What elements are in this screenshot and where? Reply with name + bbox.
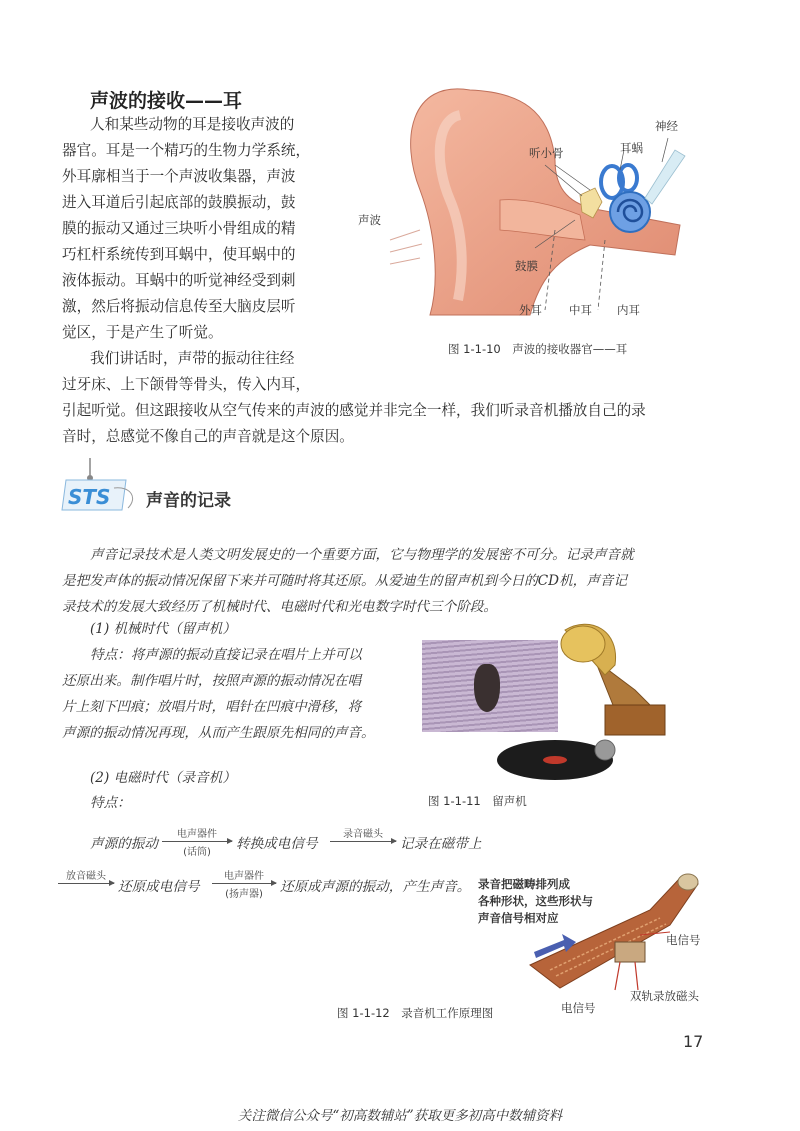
arrow-shaft <box>162 841 232 842</box>
flow1-arrow-1 <box>162 825 232 858</box>
mechanical-heading: (1) 机械时代（留声机） <box>90 621 236 637</box>
figure-caption-recorder: 图 1-1-12 录音机工作原理图 <box>337 1006 494 1020</box>
label-eardrum: 鼓膜 <box>515 259 538 273</box>
label-ossicles: 听小骨 <box>529 146 564 160</box>
flow2-arrow-1 <box>58 867 114 885</box>
speaking-paragraph <box>62 346 646 450</box>
label-signal-right: 电信号 <box>666 933 701 947</box>
flow2-arrow-2 <box>212 867 276 900</box>
flow1-start: 声源的振动 <box>90 836 158 852</box>
arrow-shaft <box>212 883 276 884</box>
flow2-end: 还原成声源的振动，产生声音。 <box>280 879 471 895</box>
ear-illustration <box>350 80 700 325</box>
arrow-shaft <box>330 841 396 842</box>
arrow-label: (话筒) <box>183 847 211 858</box>
arrow-label: 录音磁头 <box>343 829 383 840</box>
text-line: 过牙床、上下颌骨等骨头，传入内耳， <box>62 376 311 393</box>
label-cochlea: 耳蜗 <box>620 141 643 155</box>
figure-caption-ear: 图 1-1-10 声波的接收器官——耳 <box>448 342 628 356</box>
phonograph-illustration <box>495 620 675 790</box>
label-sound-wave: 声波 <box>358 213 381 227</box>
page-number: 17 <box>683 1032 704 1051</box>
section-title: 声波的接收——耳 <box>90 90 243 112</box>
text-line: 觉区，于是产生了听觉。 <box>62 324 223 341</box>
text-line: 特点：将声源的振动直接记录在唱片上并可以 <box>90 647 362 663</box>
text-line: 声源的振动情况再现，从而产生跟原先相同的声音。 <box>62 725 375 741</box>
text-line: 膜的振动又通过三块听小骨组成的精 <box>62 220 296 237</box>
label-nerve: 神经 <box>655 119 678 133</box>
flow2-mid: 还原成电信号 <box>118 879 200 895</box>
recorder-top-label <box>478 876 593 927</box>
text-line: 片上刻下凹痕；放唱片时，唱针在凹痕中滑移，将 <box>62 699 362 715</box>
sts-badge <box>56 458 140 518</box>
text-line: 进入耳道后引起底部的鼓膜振动，鼓 <box>62 194 296 211</box>
sts-badge-text: STS <box>68 485 111 509</box>
mechanical-text <box>62 642 375 746</box>
figure-caption-phonograph: 图 1-1-11 留声机 <box>428 794 527 808</box>
label-inner-ear: 内耳 <box>617 303 640 317</box>
text-line: 还原出来。制作唱片时，按照声源的振动情况在唱 <box>62 673 362 689</box>
label-middle-ear: 中耳 <box>569 303 592 317</box>
text-line: 我们讲话时，声带的振动往往经 <box>90 350 295 367</box>
text-line: 声音记录技术是人类文明发展史的一个重要方面，它与物理学的发展密不可分。记录声音就 <box>90 547 634 563</box>
text-line: 录技术的发展大致经历了机械时代、电磁时代和光电数字时代三个阶段。 <box>62 599 497 615</box>
text-line: 是把发声体的振动情况保留下来并可随时将其还原。从爱迪生的留声机到今日的CD机，声音记 <box>62 573 628 589</box>
flow1-arrow-2 <box>330 825 396 843</box>
footer-note: 关注微信公众号“初高数辅站”获取更多初高中数辅资料 <box>237 1108 563 1124</box>
record-intro <box>62 542 634 620</box>
text-line: 巧杠杆系统传到耳蜗中，使耳蜗中的 <box>62 246 296 263</box>
flow1-mid: 转换成电信号 <box>236 836 318 852</box>
label-line: 各种形状，这些形状与 <box>478 894 593 908</box>
arrow-label: 电声器件 <box>177 829 217 840</box>
arrow-label: (扬声器) <box>225 889 263 900</box>
flow1-end: 记录在磁带上 <box>400 836 482 852</box>
ear-paragraph <box>62 112 310 346</box>
label-signal-bottom: 电信号 <box>561 1001 596 1015</box>
electromagnetic-heading: (2) 电磁时代（录音机） <box>90 770 236 786</box>
arrow-shaft <box>58 883 114 884</box>
label-outer-ear: 外耳 <box>519 303 542 317</box>
text-line: 音时，总感觉不像自己的声音就是这个原因。 <box>62 428 354 445</box>
text-line: 器官。耳是一个精巧的生物力学系统， <box>62 142 311 159</box>
arrow-label: 电声器件 <box>224 871 264 882</box>
text-line: 外耳廓相当于一个声波收集器，声波 <box>62 168 296 185</box>
label-record-head: 双轨录放磁头 <box>630 989 699 1003</box>
text-line: 激，然后将振动信息传至大脑皮层听 <box>62 298 296 315</box>
nerve-shape <box>645 150 685 204</box>
arrow-label: 放音磁头 <box>66 871 106 882</box>
feature-label: 特点： <box>90 795 131 811</box>
label-line: 录音把磁畴排列成 <box>478 877 570 891</box>
text-line: 液体振动。耳蜗中的听觉神经受到刺 <box>62 272 296 289</box>
sts-section-title: 声音的记录 <box>146 491 231 511</box>
text-line: 引起听觉。但这跟接收从空气传来的声波的感觉并非完全一样，我们听录音机播放自己的录 <box>62 402 646 419</box>
label-line: 声音信号相对应 <box>478 911 559 925</box>
text-line: 人和某些动物的耳是接收声波的 <box>90 116 295 133</box>
